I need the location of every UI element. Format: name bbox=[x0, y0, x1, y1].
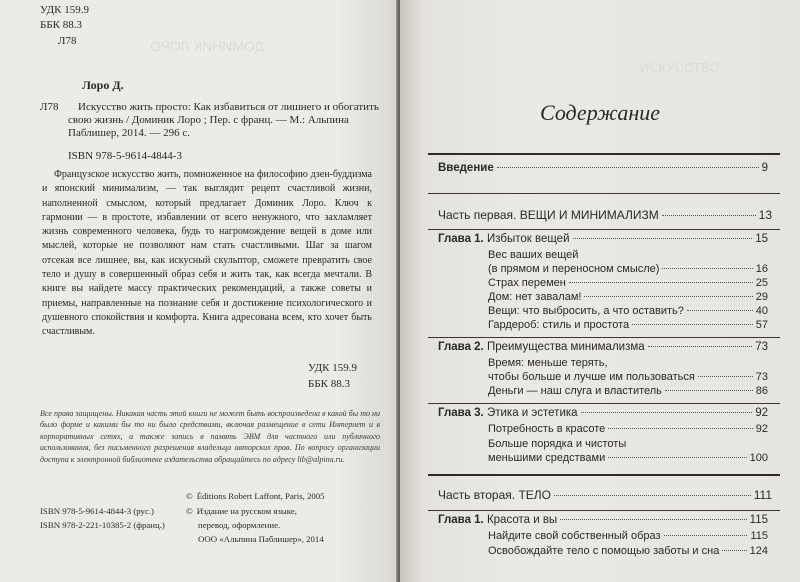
annotation: Французское искусство жить, помноженное на философию дзен-буддизма и японский минимализм, — так выглядит рецепт счастливой жизни, наполненной смыслом, который предлагает Доминик Лоро. Ключ к гармонии — в простоте, избавлении от всего ненужного, что захламляет жизнь современного человека, будь то нагромождение вещей в доме или мыслей, которые не позволяют нам стать счастливыми. Шаг за шагом отсекая все лишнее, вы, как искусный скульптор, сможете превратить свое тело и душу в совершенный образ себя и жить так, как всегда мечтали. В книге вы найдете массу практических рекомендаций, а также советы и приемы, направленные на познание себя и достижение психологического и душевного спокойствия и комфорта. Книга адресована всем, кто хочет быть счастливым. bbox=[42, 169, 372, 338]
rights-notice: Все права защищены. Никакая часть этой книги не может быть воспроизведена в какой бы то ни было форме и какими бы то ни было средствами, включая размещение в сети Интернет и в корпоративных сетях, а также запись в память ЭВМ для частного или публичного использования, без письменного разрешения владельца авторских прав. По вопросу организации доступа к электронной библиотеке издательства обращайтесь по адресу lib@alpina.ru. bbox=[40, 409, 380, 464]
copyright-line: © Издание на русском языке, bbox=[186, 506, 297, 516]
divider bbox=[428, 510, 780, 511]
toc-entry-section: Потребность в красоте 92 bbox=[488, 423, 768, 435]
toc-entry-section: Вещи: что выбросить, а что оставить? 40 bbox=[488, 305, 768, 317]
udk-code: УДК 159.9 bbox=[40, 4, 90, 16]
copyright-symbol: © bbox=[186, 491, 193, 501]
page-title: Содержание bbox=[540, 100, 661, 125]
toc-entry-chapter: Глава 1. Красота и вы 115 bbox=[438, 514, 768, 526]
toc-entry-section: Страх перемен 25 bbox=[488, 277, 768, 289]
copyright-line: ООО «Альпина Паблишер», 2014 bbox=[198, 534, 324, 544]
divider bbox=[428, 193, 780, 194]
isbn-french: ISBN 978-2-221-10385-2 (франц.) bbox=[40, 520, 165, 530]
toc-entry-section: Вес ваших вещей bbox=[488, 249, 579, 261]
toc-entry-chapter: Глава 1. Избыток вещей 15 bbox=[438, 233, 768, 245]
show-through-text: ИСКУССТВО bbox=[640, 60, 720, 75]
toc-entry-part: Часть первая. ВЕЩИ И МИНИМАЛИЗМ 13 bbox=[438, 208, 772, 222]
copyright-line: © Éditions Robert Laffont, Paris, 2005 bbox=[186, 491, 325, 501]
author-heading: Лоро Д. bbox=[82, 78, 124, 92]
toc-entry-section: Дом: нет завалам! 29 bbox=[488, 291, 768, 303]
bibliographic-record: Искусство жить просто: Как избавиться от лишнего и обогатить свою жизнь / Доминик Лоро ; Пер. с франц. — М.: Альпина Паблишер, 2014. — 296 с. bbox=[68, 101, 379, 139]
toc-entry-intro: Введение 9 bbox=[438, 162, 768, 174]
toc-entry-section: меньшими средствами 100 bbox=[488, 452, 768, 464]
toc-entry-section: Время: меньше терять, bbox=[488, 357, 608, 369]
show-through-text: ДОМИНИК ЛОРО bbox=[150, 38, 265, 54]
copyright-symbol: © bbox=[186, 506, 193, 516]
divider bbox=[428, 337, 780, 338]
bbk-code-bottom: ББК 88.3 bbox=[308, 378, 350, 390]
copyright-line: перевод, оформление. bbox=[198, 520, 281, 530]
bbk-code: ББК 88.3 bbox=[40, 19, 82, 31]
toc-entry-chapter: Глава 3. Этика и эстетика 92 bbox=[438, 407, 768, 419]
author-code: Л78 bbox=[58, 35, 77, 47]
toc-entry-section: чтобы больше и лучше им пользоваться 73 bbox=[488, 371, 768, 383]
toc-entry-section: Гардероб: стиль и простота 57 bbox=[488, 319, 768, 331]
toc-entry-section: Освобождайте тело с помощью заботы и сна 124 bbox=[488, 545, 768, 557]
toc-entry-section: (в прямом и переносном смысле) 16 bbox=[488, 263, 768, 275]
toc-entry-section: Деньги — наш слуга и властитель 86 bbox=[488, 385, 768, 397]
toc-entry-section: Больше порядка и чистоты bbox=[488, 438, 627, 450]
divider bbox=[428, 153, 780, 155]
toc-entry-section: Найдите свой собственный образ 115 bbox=[488, 530, 768, 542]
udk-code-bottom: УДК 159.9 bbox=[308, 362, 358, 374]
divider bbox=[428, 403, 780, 404]
isbn: ISBN 978-5-9614-4844-3 bbox=[68, 150, 182, 162]
divider bbox=[428, 474, 780, 476]
isbn-russian: ISBN 978-5-9614-4844-3 (рус.) bbox=[40, 506, 154, 516]
toc-entry-chapter: Глава 2. Преимущества минимализма 73 bbox=[438, 341, 768, 353]
toc-entry-part: Часть вторая. ТЕЛО 111 bbox=[438, 488, 772, 502]
author-code-margin: Л78 bbox=[40, 101, 59, 113]
copyright-page bbox=[0, 0, 398, 582]
divider bbox=[428, 229, 780, 230]
